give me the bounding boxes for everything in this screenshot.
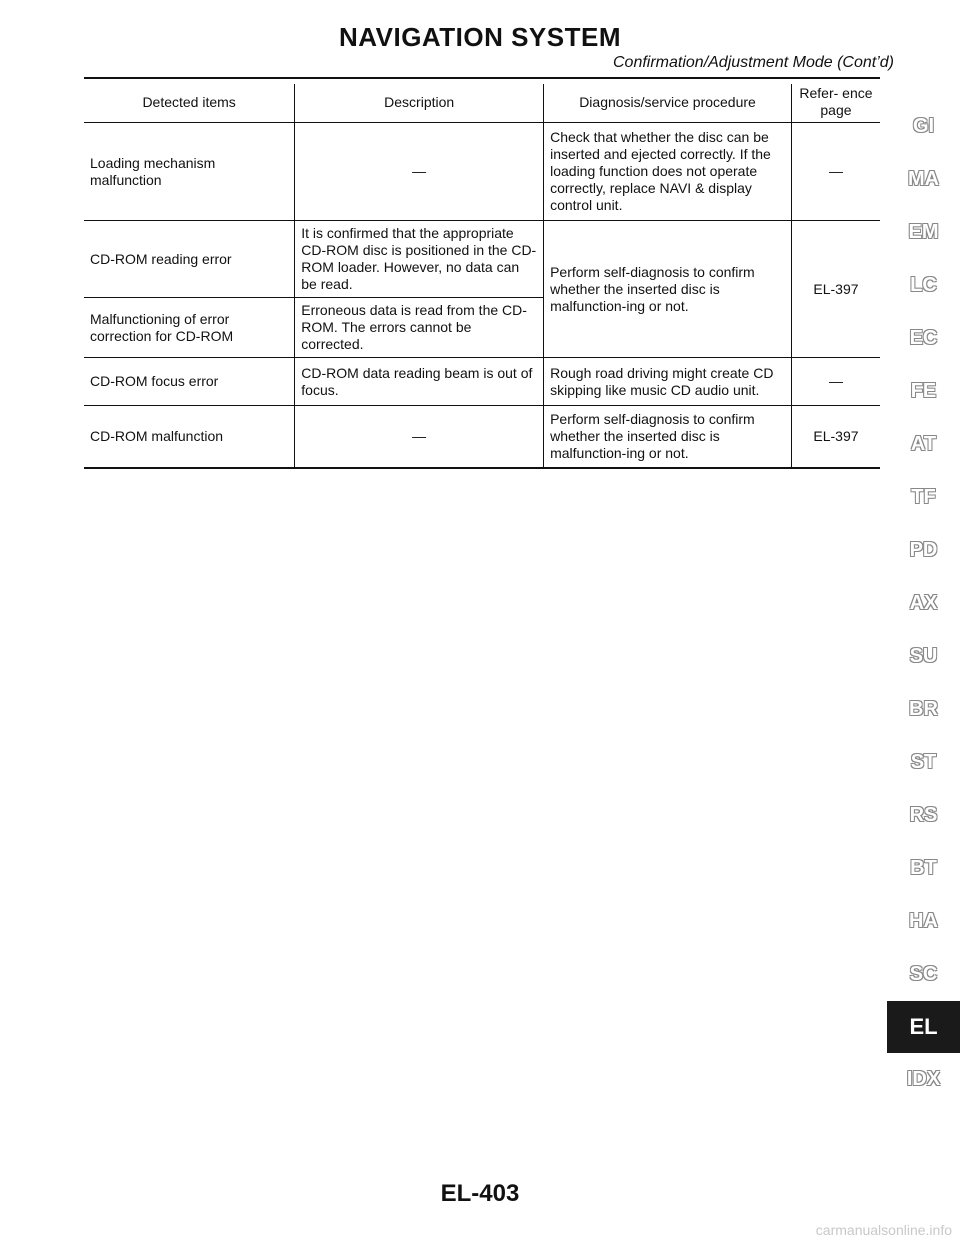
column-header-procedure: Diagnosis/service procedure — [544, 84, 792, 123]
cell-reference: EL-397 — [791, 221, 880, 358]
page-subtitle: Confirmation/Adjustment Mode (Cont’d) — [612, 54, 894, 71]
section-tab-ma[interactable]: MA — [907, 168, 940, 190]
section-tab-fe[interactable]: FE — [910, 380, 937, 402]
section-tab-at[interactable]: AT — [910, 433, 937, 455]
cell-item: CD-ROM focus error — [84, 358, 295, 406]
cell-reference: EL-397 — [791, 406, 880, 468]
table-row — [84, 406, 880, 468]
cell-reference: — — [791, 123, 880, 221]
watermark: carmanualsonline.info — [815, 1222, 952, 1238]
section-tab-rs[interactable]: RS — [909, 804, 938, 826]
section-tab-ax[interactable]: AX — [909, 592, 938, 614]
cell-item: CD-ROM malfunction — [84, 406, 295, 468]
table-header-row — [84, 84, 880, 123]
section-tab-su[interactable]: SU — [909, 645, 938, 667]
table-row — [84, 221, 880, 298]
section-tab-ec[interactable]: EC — [909, 327, 938, 349]
cell-item: CD-ROM reading error — [84, 221, 295, 298]
section-tab-pd[interactable]: PD — [909, 539, 938, 561]
section-tab-el[interactable]: EL — [887, 1001, 960, 1053]
section-tab-sc[interactable]: SC — [909, 963, 938, 985]
section-tab-lc[interactable]: LC — [910, 274, 937, 296]
cell-procedure: Rough road driving might create CD skipping like music CD audio unit. — [544, 358, 792, 406]
page-number: EL-403 — [440, 1180, 520, 1207]
header-rule — [84, 77, 880, 79]
section-tab-br[interactable]: BR — [909, 698, 938, 720]
cell-description: It is confirmed that the appropriate CD-ROM disc is positioned in the CD-ROM loader. However, no data can be read. — [295, 221, 544, 298]
table-row — [84, 123, 880, 221]
section-index-tabs — [887, 100, 960, 1106]
column-header-detected-items: Detected items — [142, 93, 236, 110]
section-tab-st[interactable]: ST — [910, 751, 937, 773]
cell-description: — — [295, 123, 544, 221]
cell-description: — — [295, 406, 544, 468]
cell-description: Erroneous data is read from the CD-ROM. The errors cannot be corrected. — [295, 298, 544, 358]
diagnosis-table — [84, 84, 880, 469]
cell-procedure: Perform self-diagnosis to confirm whether the inserted disc is malfunction-ing or not. — [544, 406, 792, 468]
cell-description: CD-ROM data reading beam is out of focus. — [295, 358, 544, 406]
column-header-reference: Refer- ence page — [791, 84, 880, 123]
cell-reference: — — [791, 358, 880, 406]
cell-procedure: Perform self-diagnosis to confirm whether the inserted disc is malfunction-ing or not. — [544, 221, 792, 358]
section-tab-idx[interactable]: IDX — [906, 1068, 941, 1090]
page-title: NAVIGATION SYSTEM — [339, 22, 621, 52]
column-header-description: Description — [295, 84, 544, 123]
table-row — [84, 358, 880, 406]
section-tab-gi[interactable]: GI — [912, 115, 935, 137]
cell-procedure: Check that whether the disc can be inserted and ejected correctly. If the loading function does not operate correctly, replace NAVI & display control unit. — [544, 123, 792, 221]
section-tab-tf[interactable]: TF — [911, 486, 936, 508]
section-tab-bt[interactable]: BT — [910, 857, 937, 879]
section-tab-em[interactable]: EM — [908, 221, 939, 243]
section-tab-ha[interactable]: HA — [909, 910, 938, 932]
cell-item: Malfunctioning of error correction for CD-ROM — [84, 298, 295, 358]
cell-item: Loading mechanism malfunction — [84, 123, 295, 221]
